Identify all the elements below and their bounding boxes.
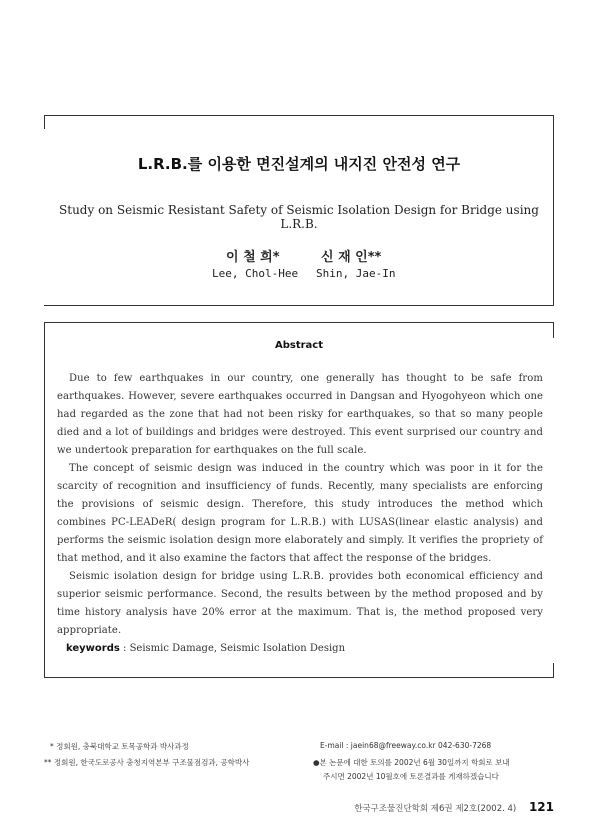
abstract-box-right-stub-bottom	[553, 663, 554, 677]
footnote-notice-2: 주시면 2002년 10월호에 토론결과를 게재하겠습니다	[323, 772, 499, 781]
abstract-heading: Abstract	[274, 340, 324, 351]
author-1-korean: 이 철 희*	[226, 250, 280, 265]
abstract-paragraph-1: Due to few earthquakes in our country, one generally has thought to be safe from earthquakes. However, severe earthquakes occurred in Dangsan and Hyogohyeon which one had regarded as the zone that had not been risky for earthquakes, so that so many people died and a lot of buildings and bridges were destroyed. This event surprised our country and we undertook preparation for earthquakes on the full scale.	[57, 373, 543, 456]
english-title: Study on Seismic Resistant Safety of Seismic Isolation Design for Bridge using L.R.B.	[59, 203, 539, 231]
abstract-box-right-stub-top	[553, 322, 554, 338]
abstract-paragraph-3: Seismic isolation design for bridge using L.R.B. provides both economical efficiency and superior seismic performance. Second, the results between by the method proposed and by time history analysis have 20% error at the maximum. That is, the method proposed very appropriate.	[57, 571, 543, 636]
abstract-box-left-rule	[44, 322, 45, 677]
abstract-body	[57, 370, 543, 640]
page-footer	[354, 800, 554, 814]
author-2-english: Shin, Jae-In	[316, 267, 396, 280]
keywords-value: : Seismic Damage, Seismic Isolation Design	[123, 643, 346, 654]
footnote-author-2: ** 정회원, 한국도로공사 충청지역본부 구조물점검과, 공학박사	[44, 758, 250, 767]
journal-citation: 한국구조물진단학회 제6권 제2호(2002. 4)	[354, 804, 517, 814]
footnote-email: E-mail : jaein68@freeway.co.kr 042-630-7268	[320, 741, 492, 750]
author-2-korean: 신 재 인**	[321, 250, 382, 265]
author-1-english: Lee, Chol-Hee	[212, 267, 299, 280]
abstract-box-bottom-rule	[44, 677, 554, 678]
korean-title: L.R.B.를 이용한 면진설계의 내지진 안전성 연구	[137, 155, 461, 173]
page-number: 121	[528, 800, 554, 814]
footnote-notice-1: ●본 논문에 대한 토의를 2002년 6월 30일까지 학회로 보내	[313, 758, 510, 767]
abstract-box-top-rule	[44, 322, 554, 323]
title-box-bottom-rule	[44, 305, 554, 306]
title-box-top-rule	[44, 115, 554, 116]
abstract-paragraph-2: The concept of seismic design was induced in the country which was poor in it for the scarcity of recognition and insufficiency of funds. Recently, many specialists are enforcing the provisions of seismic design. Therefore, this study introduces the method which combines PC-LEADeR( design program for L.R.B.) with LUSAS(linear elastic analysis) and performs the seismic isolation design more elaborately and simply. It verifies the propriety of that method, and it also examine the factors that affect the response of the bridges.	[57, 463, 543, 564]
title-box-left-stub	[44, 115, 45, 129]
footnote-author-1: * 정회원, 충북대학교 토목공학과 박사과정	[50, 742, 189, 751]
keywords-line	[66, 643, 345, 654]
keywords-label: keywords	[66, 643, 120, 654]
